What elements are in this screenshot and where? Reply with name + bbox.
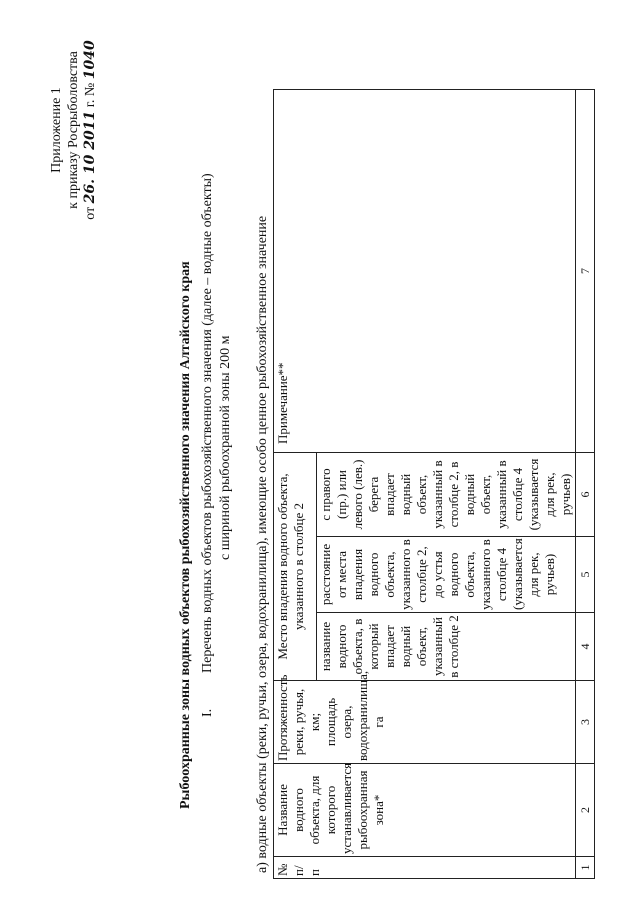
column-number: 3 xyxy=(576,681,595,764)
header-area: площадь озера, водохранилища, га xyxy=(323,670,386,761)
approval-date: 26. 10 2011 xyxy=(82,110,98,204)
column-number: 6 xyxy=(576,452,595,536)
document-title: Рыбоохранные зоны водных объектов рыбохозяйственного значения Алтайского края xyxy=(178,261,193,809)
header-distance: расстояние от места впадения водного объекта, указанного в столбце 2, до устья водного объекта, указанного в столбце 4 (указывается для рек, ручьев) xyxy=(317,537,576,613)
approval-order: к приказу Росрыболовства xyxy=(66,51,81,209)
section-line-2: с шириной рыбоохранной зоны 200 м xyxy=(218,335,233,560)
water-objects-table xyxy=(273,89,595,879)
section-heading xyxy=(200,173,216,717)
section-number: I. xyxy=(200,708,215,717)
header-name: Название водного объекта, для которого устанавливается рыбоохранная зона* xyxy=(274,764,576,857)
header-length: Протяженность реки, ручья, км; xyxy=(275,674,322,761)
column-number-row xyxy=(576,89,595,878)
header-bank: с правого (пр.) или левого (лев.) берега впадает водный объект, указанный в столбце 2, в водный объект, указанный в столбце 4 (указывается для рек, ручьев) xyxy=(317,452,576,536)
column-number: 2 xyxy=(576,764,595,857)
column-number: 4 xyxy=(576,613,595,681)
column-number: 1 xyxy=(576,857,595,879)
approval-appendix: Приложение 1 xyxy=(49,87,64,173)
column-number: 7 xyxy=(576,89,595,452)
approval-block xyxy=(48,25,99,235)
approval-number: 1040 xyxy=(82,40,98,80)
category-heading: а) водные объекты (реки, ручьи, озера, водохранилища), имеющие особо ценное рыбохозяйственное значение xyxy=(255,215,270,873)
approval-prefix: от xyxy=(83,206,98,220)
header-note: Примечание** xyxy=(274,89,576,452)
header-receiving-object: название водного объекта, в который впадает водный объект, указанный в столбце 2 xyxy=(317,613,576,681)
header-number: № п/п xyxy=(274,857,576,879)
approval-date-line xyxy=(82,25,99,235)
section-line-1: Перечень водных объектов рыбохозяйственного значения (далее – водные объекты) xyxy=(200,173,215,673)
header-inflow-place: Место впадения водного объекта, указанного в столбце 2 xyxy=(274,452,317,680)
column-number: 5 xyxy=(576,537,595,613)
header-length-area xyxy=(274,670,576,764)
approval-year-suffix: г. № xyxy=(83,82,98,108)
